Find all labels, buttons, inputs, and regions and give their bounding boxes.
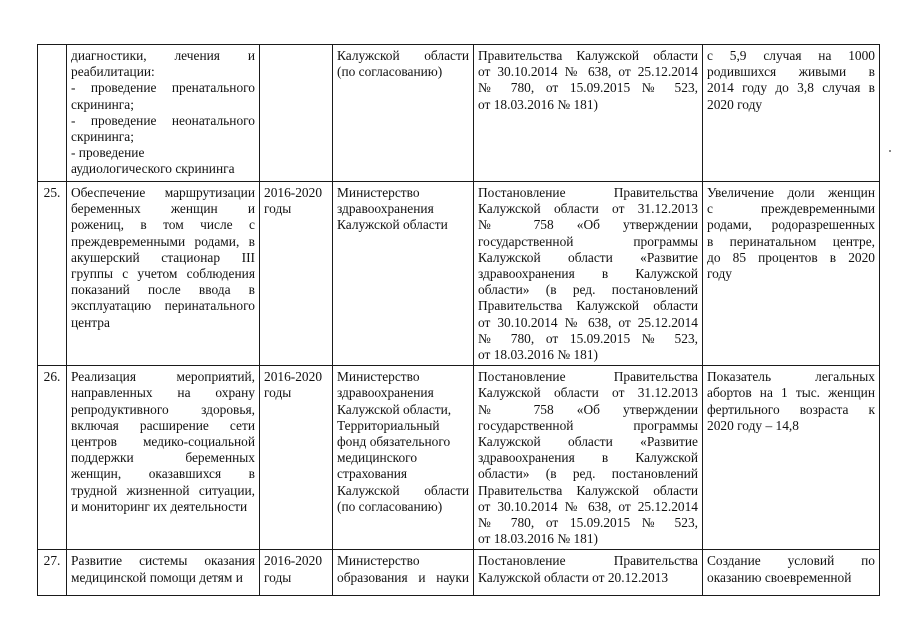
basis-cell-line: области» (в ред. постановлений <box>478 282 698 298</box>
result-cell-line: 2020 году – 14,8 <box>707 417 799 433</box>
result-cell-line: с 5,9 случая на 1000 <box>707 48 875 63</box>
result-cell <box>703 366 880 550</box>
term-cell-line: годы <box>264 569 292 585</box>
table-row <box>38 182 880 366</box>
activity-cell-line: аудиологического скрининга <box>71 161 235 177</box>
activity-cell-line: поддержки беременных <box>71 450 255 466</box>
executor-cell-line: образования и науки <box>337 569 469 585</box>
executor-cell-line: Территориальный <box>337 417 440 433</box>
row-number: 26. <box>38 366 67 550</box>
executor-cell <box>333 366 474 550</box>
executor-cell <box>333 45 474 182</box>
result-cell-line: Увеличение доли женщин <box>707 185 875 200</box>
table-row <box>38 45 880 182</box>
basis-cell-line: здравоохранения в Калужской <box>478 450 698 466</box>
activity-cell-line: Обеспечение маршрутизации <box>71 185 255 200</box>
term-cell <box>260 366 333 550</box>
executor-cell-line: Калужской области, <box>337 401 452 417</box>
activity-cell-line: - проведение пренатального <box>71 80 255 96</box>
activity-cell <box>67 182 260 366</box>
row-number: 25. <box>38 182 67 366</box>
activity-cell-line: диагностики, лечения и <box>71 48 255 63</box>
basis-cell-line: области» (в ред. постановлений <box>478 466 698 482</box>
basis-cell-line: № 758 «Об утверждении <box>478 401 698 417</box>
activity-cell-line: - проведение неонатального <box>71 112 255 128</box>
term-cell-line: годы <box>264 201 292 217</box>
activity-cell-line: Развитие системы оказания <box>71 553 255 569</box>
row-number <box>38 45 67 182</box>
result-cell-line: родившихся живыми в <box>707 64 875 80</box>
activity-cell-line: акушерский стационар III <box>71 249 255 265</box>
executor-cell-line: страхования <box>337 466 408 482</box>
activity-cell-line: направленных на охрану <box>71 385 255 401</box>
result-cell-line: оказанию своевременной <box>707 569 852 585</box>
term-cell <box>260 550 333 596</box>
executor-cell <box>333 182 474 366</box>
activity-cell-line: преждевременными родами, в <box>71 233 255 249</box>
activity-cell-line: рожениц, в том числе с <box>71 217 255 233</box>
activity-cell-line: реабилитации: <box>71 64 155 80</box>
basis-cell-line: Калужской области от 31.12.2013 <box>478 201 698 217</box>
activity-cell-line: центра <box>71 314 110 330</box>
result-cell <box>703 45 880 182</box>
term-cell-line: 2016-2020 <box>264 369 323 385</box>
activity-cell-line: показаний после ввода в <box>71 282 255 298</box>
basis-cell-line: от 18.03.2016 № 181) <box>478 531 598 547</box>
basis-cell-line: от 18.03.2016 № 181) <box>478 96 598 112</box>
activity-cell-line: скрининга; <box>71 129 134 145</box>
basis-cell-line: государственной программы <box>478 417 698 433</box>
activity-cell-line: медицинской помощи детям и <box>71 569 243 585</box>
basis-cell-line: Калужской области от 20.12.2013 <box>478 569 669 585</box>
activity-cell <box>67 45 260 182</box>
executor-cell-line: Калужской области <box>337 482 469 498</box>
basis-cell-line: № 780, от 15.09.2015 № 523, <box>478 515 698 531</box>
activity-cell-line: и мониторинг их деятельности <box>71 498 248 514</box>
result-cell-line: абортов на 1 тыс. женщин <box>707 385 875 401</box>
basis-cell-line: Постановление Правительства <box>478 553 698 569</box>
basis-cell-line: Правительства Калужской области <box>478 298 698 314</box>
plan-table <box>37 44 880 596</box>
basis-cell-line: № 780, от 15.09.2015 № 523, <box>478 80 698 96</box>
result-cell <box>703 182 880 366</box>
executor-cell-line: здравоохранения <box>337 385 434 401</box>
basis-cell <box>474 366 703 550</box>
basis-cell <box>474 182 703 366</box>
basis-cell-line: Постановление Правительства <box>478 185 698 200</box>
basis-cell-line: Калужской области «Развитие <box>478 434 698 450</box>
executor-cell-line: медицинского <box>337 450 418 466</box>
executor-cell-line: (по согласованию) <box>337 64 443 80</box>
activity-cell-line: эксплуатацию перинатального <box>71 298 255 314</box>
executor-cell-line: Министерство <box>337 553 420 569</box>
result-cell <box>703 550 880 596</box>
activity-cell-line: Реализация мероприятий, <box>71 369 255 385</box>
activity-cell-line: женщин, оказавшихся в <box>71 466 255 482</box>
result-cell-line: фертильного возраста к <box>707 401 875 417</box>
term-cell-line: 2016-2020 <box>264 553 323 569</box>
activity-cell-line: центров медико-социальной <box>71 434 255 450</box>
result-cell-line: родами, родоразрешенных <box>707 217 875 233</box>
table-row <box>38 366 880 550</box>
basis-cell-line: № 758 «Об утверждении <box>478 217 698 233</box>
result-cell-line: в перинатальном центре, <box>707 233 875 249</box>
executor-cell-line: фонд обязательного <box>337 434 451 450</box>
activity-cell-line: беременных женщин и <box>71 201 255 217</box>
term-cell <box>260 45 333 182</box>
basis-cell-line: Правительства Калужской области <box>478 482 698 498</box>
basis-cell-line: Правительства Калужской области <box>478 48 698 63</box>
activity-cell-line: репродуктивного здоровья, <box>71 401 255 417</box>
activity-cell <box>67 550 260 596</box>
basis-cell-line: от 18.03.2016 № 181) <box>478 347 598 363</box>
term-cell-line: 2016-2020 <box>264 185 323 200</box>
activity-cell-line: трудной жизненной ситуации, <box>71 482 255 498</box>
executor-cell-line: (по согласованию) <box>337 498 443 514</box>
activity-cell-line: скрининга; <box>71 96 134 112</box>
table-row <box>38 550 880 596</box>
activity-cell <box>67 366 260 550</box>
result-cell-line: Показатель легальных <box>707 369 875 385</box>
executor-cell-line: здравоохранения <box>337 201 434 217</box>
activity-cell-line: группы с учетом соблюдения <box>71 266 255 282</box>
activity-cell-line: включая расширение сети <box>71 417 255 433</box>
basis-cell <box>474 550 703 596</box>
executor-cell <box>333 550 474 596</box>
result-cell-line: с преждевременными <box>707 201 875 217</box>
basis-cell-line: Постановление Правительства <box>478 369 698 385</box>
executor-cell-line: Калужской области <box>337 217 448 233</box>
result-cell-line: 2014 году до 3,8 случая в <box>707 80 875 96</box>
basis-cell-line: № 780, от 15.09.2015 № 523, <box>478 330 698 346</box>
row-number: 27. <box>38 550 67 596</box>
result-cell-line: году <box>707 266 732 282</box>
scan-speck <box>889 150 891 152</box>
result-cell-line: 2020 году <box>707 96 763 112</box>
term-cell-line: годы <box>264 385 292 401</box>
result-cell-line: до 85 процентов в 2020 <box>707 249 875 265</box>
basis-cell-line: от 30.10.2014 № 638, от 25.12.2014 <box>478 64 698 80</box>
basis-cell-line: здравоохранения в Калужской <box>478 266 698 282</box>
term-cell <box>260 182 333 366</box>
basis-cell-line: Калужской области от 31.12.2013 <box>478 385 698 401</box>
executor-cell-line: Калужской области <box>337 48 469 63</box>
basis-cell-line: государственной программы <box>478 233 698 249</box>
executor-cell-line: Министерство <box>337 185 420 200</box>
basis-cell <box>474 45 703 182</box>
executor-cell-line: Министерство <box>337 369 420 385</box>
basis-cell-line: Калужской области «Развитие <box>478 249 698 265</box>
basis-cell-line: от 30.10.2014 № 638, от 25.12.2014 <box>478 314 698 330</box>
activity-cell-line: - проведение <box>71 145 145 161</box>
basis-cell-line: от 30.10.2014 № 638, от 25.12.2014 <box>478 498 698 514</box>
result-cell-line: Создание условий по <box>707 553 875 569</box>
